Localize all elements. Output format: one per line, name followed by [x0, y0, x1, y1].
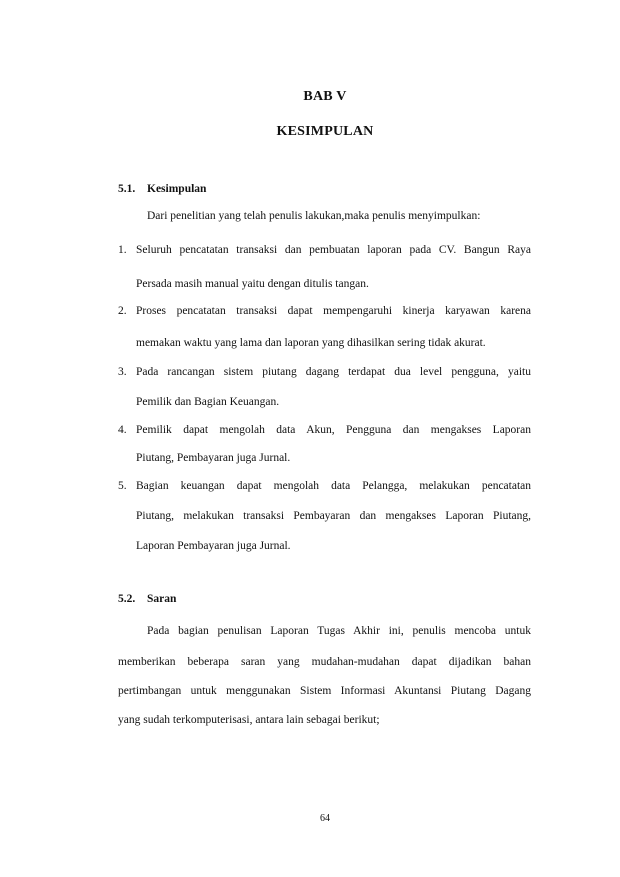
section-heading-conclusion [118, 183, 206, 195]
section-title: Saran [147, 593, 177, 605]
list-item-number: 2. [118, 305, 127, 317]
paragraph-line: Pada bagian penulisan Laporan Tugas Akhir ini, penulis mencoba untuk [147, 625, 531, 637]
paragraph-line: memberikan beberapa saran yang mudahan-mudahan dapat dijadikan bahan [118, 656, 531, 668]
chapter-title: KESIMPULAN [276, 124, 374, 139]
list-item-number: 3. [118, 366, 127, 378]
list-item-number: 5. [118, 480, 127, 492]
chapter-heading: BAB V [303, 89, 347, 104]
list-item-line: Proses pencatatan transaksi dapat mempengaruhi kinerja karyawan karena [136, 305, 531, 317]
list-item-line: Piutang, melakukan transaksi Pembayaran dan mengakses Laporan Piutang, [136, 510, 531, 522]
list-item-line: Pemilik dan Bagian Keuangan. [136, 396, 280, 408]
section-number: 5.1. [118, 183, 136, 195]
list-item-line: Persada masih manual yaitu dengan ditulis tangan. [136, 278, 369, 290]
list-item-number: 4. [118, 424, 127, 436]
section-title: Kesimpulan [147, 183, 207, 195]
list-item-line: Piutang, Pembayaran juga Jurnal. [136, 452, 291, 464]
list-item-line: Seluruh pencatatan transaksi dan pembuatan laporan pada CV. Bangun Raya [136, 244, 531, 256]
section-intro-text: Dari penelitian yang telah penulis lakukan,maka penulis menyimpulkan: [147, 210, 481, 222]
list-item-line: Laporan Pembayaran juga Jurnal. [136, 540, 291, 552]
list-item-line: memakan waktu yang lama dan laporan yang dihasilkan sering tidak akurat. [136, 337, 486, 349]
list-item-number: 1. [118, 244, 127, 256]
paragraph-line: yang sudah terkomputerisasi, antara lain sebagai berikut; [118, 714, 380, 726]
list-item-line: Pada rancangan sistem piutang dagang terdapat dua level pengguna, yaitu [136, 366, 531, 378]
paragraph-line: pertimbangan untuk menggunakan Sistem Informasi Akuntansi Piutang Dagang [118, 685, 531, 697]
list-item-line: Bagian keuangan dapat mengolah data Pelangga, melakukan pencatatan [136, 480, 531, 492]
section-number: 5.2. [118, 593, 136, 605]
list-item-line: Pemilik dapat mengolah data Akun, Pengguna dan mengakses Laporan [136, 424, 531, 436]
page-number: 64 [320, 813, 330, 824]
section-heading-suggestion [118, 593, 176, 605]
